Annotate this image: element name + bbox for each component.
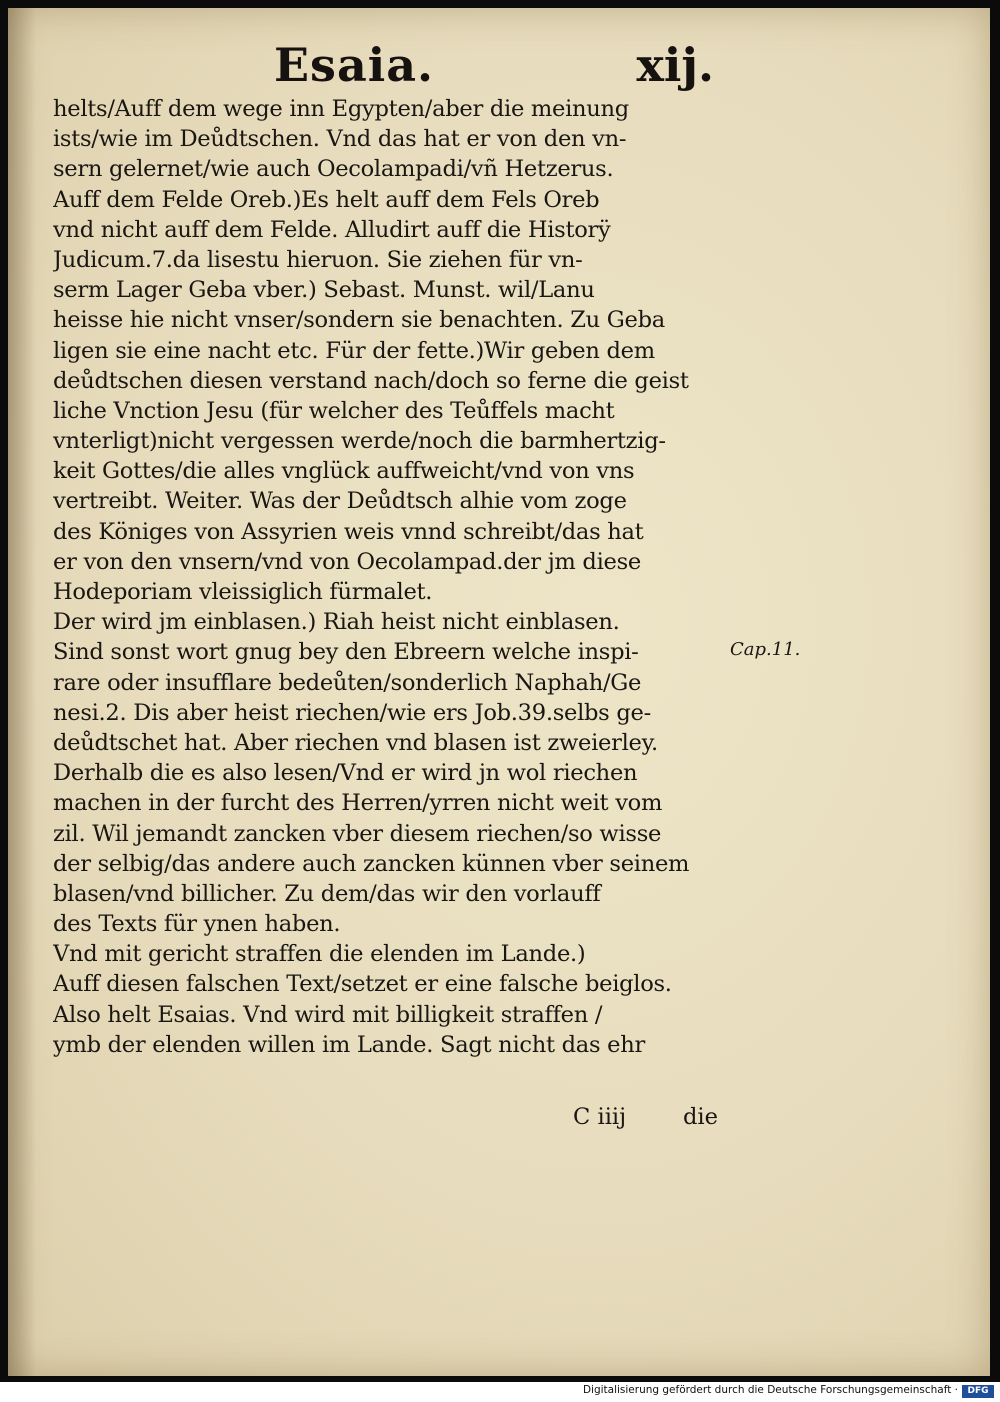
book-page: [8, 8, 990, 1376]
funding-credit: Digitalisierung gefördert durch die Deutsche Forschungsgemeinschaft ·: [582, 1384, 958, 1396]
text-line: nesi.2. Dis aber heist riechen/wie ers Job.39.selbs ge-: [53, 699, 651, 726]
text-line: er von den vnsern/vnd von Oecolampad.der jm diese: [53, 548, 641, 575]
text-line: machen in der furcht des Herren/yrren nicht weit vom: [53, 790, 663, 817]
text-line: Sind sonst wort gnug bey den Ebreern welche inspi-: [53, 639, 639, 666]
text-line: helts/Auff dem wege inn Egypten/aber die meinung: [53, 96, 629, 122]
text-line: Der wird jm einblasen.) Riah heist nicht einblasen.: [53, 609, 620, 636]
text-line: ligen sie eine nacht etc. Für der fette.)Wir geben dem: [53, 337, 655, 364]
text-line: der selbig/das andere auch zancken künnen vber seinem: [53, 850, 690, 877]
text-line: deůdtschet hat. Aber riechen vnd blasen ist zweierley.: [53, 729, 658, 756]
text-line: heisse hie nicht vnser/sondern sie benachten. Zu Geba: [53, 307, 665, 334]
signature-mark: C iiij: [573, 1104, 627, 1130]
folio-number: xij.: [636, 38, 714, 92]
text-line: liche Vnction Jesu (für welcher des Teůffels macht: [53, 397, 615, 424]
text-line: zil. Wil jemandt zancken vber diesem riechen/so wisse: [53, 820, 662, 847]
catchword: die: [682, 1104, 718, 1130]
dfg-logo-icon[interactable]: DFG: [962, 1385, 994, 1398]
text-line: Also helt Esaias. Vnd wird mit billigkeit straffen /: [53, 1001, 603, 1028]
body-text: [53, 94, 733, 1060]
text-line: sern gelernet/wie auch Oecolampadi/vñ Hetzerus.: [53, 156, 614, 183]
footer-bar: [0, 1382, 1000, 1402]
text-line: ists/wie im Deůdtschen. Vnd das hat er von den vn-: [53, 126, 627, 153]
text-line: Hodeporiam vleissiglich fürmalet.: [53, 579, 433, 605]
page-fold-shadow: [8, 8, 36, 1376]
text-line: des Königes von Assyrien weis vnnd schreibt/das hat: [53, 518, 644, 545]
text-line: keit Gottes/die alles vnglück auffweicht/vnd von vns: [53, 458, 635, 485]
margin-note: Cap.11.: [730, 639, 801, 660]
text-line: blasen/vnd billicher. Zu dem/das wir den vorlauff: [53, 880, 601, 907]
text-line: vertreibt. Weiter. Was der Deůdtsch alhie vom zoge: [53, 488, 627, 515]
text-line: serm Lager Geba vber.) Sebast. Munst. wil/Lanu: [53, 277, 595, 304]
text-line: rare oder insufflare bedeůten/sonderlich Naphah/Ge: [53, 669, 642, 696]
text-line: deůdtschen diesen verstand nach/doch so ferne die geist: [53, 367, 689, 394]
text-line: vnterligt)nicht vergessen werde/noch die barmhertzig-: [53, 428, 666, 455]
text-line: vnd nicht auff dem Felde. Alludirt auff die Historÿ: [53, 216, 611, 243]
text-line: Auff dem Felde Oreb.)Es helt auff dem Fels Oreb: [53, 186, 600, 213]
text-line: Derhalb die es also lesen/Vnd er wird jn wol riechen: [53, 760, 638, 787]
text-line: ymb der elenden willen im Lande. Sagt nicht das ehr: [53, 1031, 645, 1058]
running-title: Esaia.: [274, 38, 435, 92]
text-line: des Texts für ynen haben.: [53, 911, 341, 938]
text-line: Vnd mit gericht straffen die elenden im Lande.): [53, 941, 586, 968]
text-line: Judicum.7.da lisestu hieruon. Sie ziehen für vn-: [53, 246, 583, 273]
text-line: Auff diesen falschen Text/setzet er eine falsche beiglos.: [53, 971, 672, 998]
signature-catchword-row: [573, 1104, 718, 1136]
